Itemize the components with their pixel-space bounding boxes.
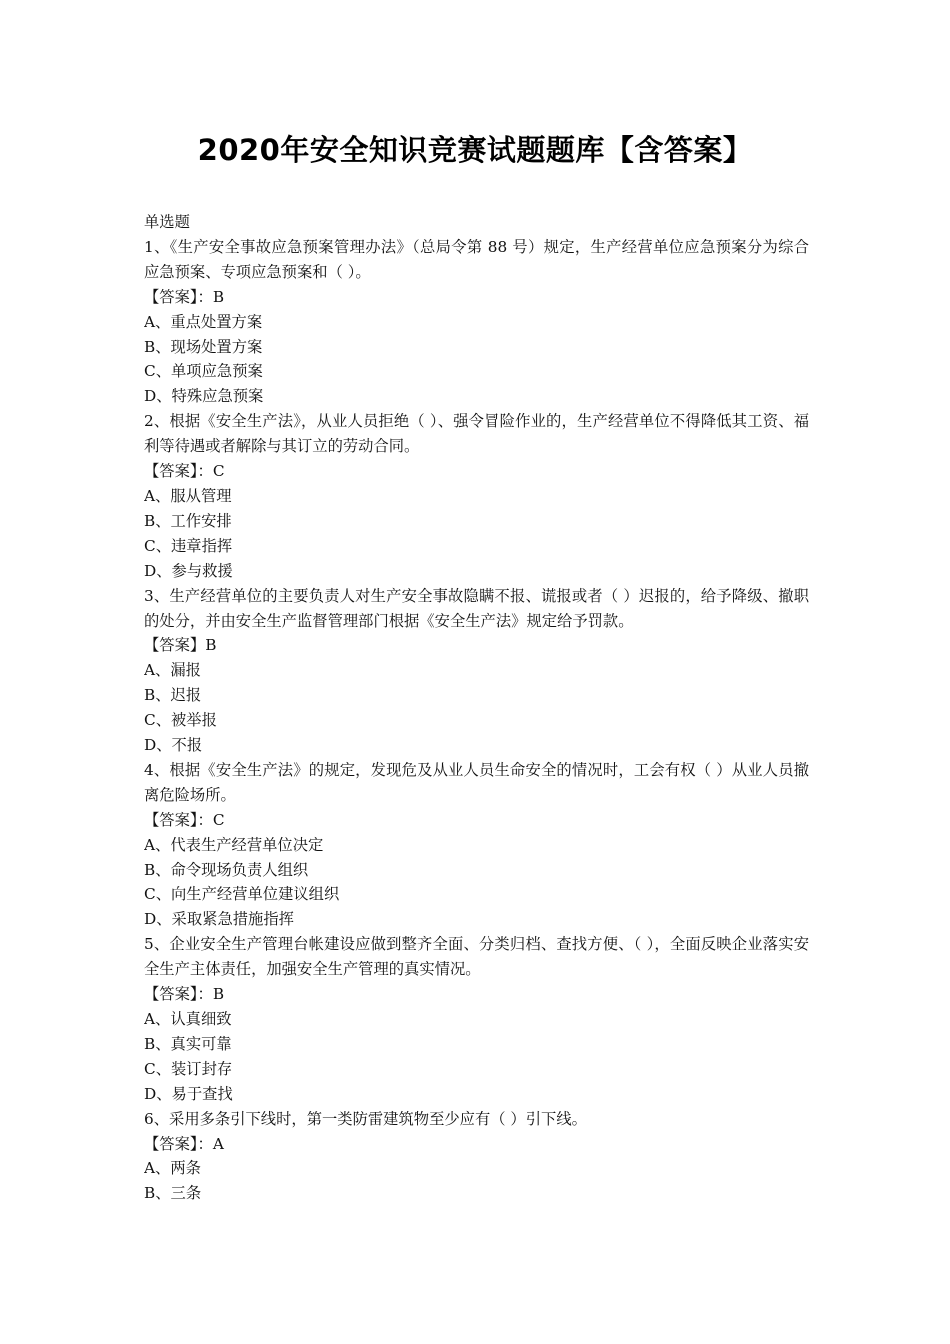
option-b: B、工作安排 (144, 511, 232, 530)
answer-label: 【答案】B (144, 636, 217, 655)
question-block (144, 409, 809, 583)
option-c: C、装订封存 (144, 1059, 233, 1078)
option-a: A、两条 (144, 1159, 201, 1178)
option-b: B、迟报 (144, 686, 202, 705)
question-stem: 1、《生产安全事故应急预案管理办法》（总局令第 88 号）规定，生产经营单位应急预案分为综合应急预案、专项应急预案和（ ）。 (144, 237, 809, 281)
question-stem: 2、根据《安全生产法》，从业人员拒绝（ ）、强令冒险作业的，生产经营单位不得降低其工资、福利等待遇或者解除与其订立的劳动合同。 (144, 412, 809, 456)
option-b: B、三条 (144, 1184, 202, 1203)
option-c: C、向生产经营单位建议组织 (144, 885, 340, 904)
option-a: A、认真细致 (144, 1010, 232, 1028)
option-d: D、易于查找 (144, 1084, 233, 1103)
question-block (144, 235, 809, 409)
answer-label: 【答案】：B (144, 985, 225, 1004)
option-d: D、不报 (144, 736, 203, 755)
option-d: D、采取紧急措施指挥 (144, 910, 294, 929)
document-title: 2020年安全知识竞赛试题题库【含答案】 (197, 133, 753, 167)
option-a: A、重点处置方案 (144, 312, 263, 331)
answer-label: 【答案】：A (144, 1134, 224, 1153)
option-b: B、现场处置方案 (144, 337, 263, 356)
option-a: A、代表生产经营单位决定 (144, 835, 324, 854)
question-block (144, 932, 809, 1106)
answer-label: 【答案】：C (144, 462, 225, 481)
option-b: B、真实可靠 (144, 1034, 232, 1053)
question-list (144, 210, 809, 1206)
question-stem: 3、生产经营单位的主要负责人对生产安全事故隐瞒不报、谎报或者（ ）迟报的，给予降级、撤职的处分，并由安全生产监督管理部门根据《安全生产法》规定给予罚款。 (144, 586, 809, 630)
option-d: D、特殊应急预案 (144, 387, 264, 406)
option-c: C、单项应急预案 (144, 362, 263, 381)
question-stem: 4、根据《安全生产法》的规定，发现危及从业人员生命安全的情况时，工会有权（ ）从业人员撤离危险场所。 (144, 760, 809, 804)
option-b: B、命令现场负责人组织 (144, 860, 309, 879)
question-stem: 6、采用多条引下线时，第一类防雷建筑物至少应有（ ）引下线。 (144, 1109, 587, 1128)
option-d: D、参与救援 (144, 561, 233, 580)
option-a: A、漏报 (144, 661, 201, 680)
question-block (144, 1107, 809, 1207)
option-c: C、被举报 (144, 711, 217, 730)
option-a: A、服从管理 (144, 486, 232, 505)
question-block (144, 584, 809, 758)
answer-label: 【答案】：B (144, 287, 225, 306)
option-c: C、违章指挥 (144, 536, 233, 555)
question-stem: 5、企业安全生产管理台帐建设应做到整齐全面、分类归档、查找方便、（ ），全面反映企业落实安全生产主体责任，加强安全生产管理的真实情况。 (144, 935, 809, 979)
section-heading: 单选题 (144, 213, 190, 231)
question-block (144, 758, 809, 932)
answer-label: 【答案】：C (144, 810, 225, 829)
